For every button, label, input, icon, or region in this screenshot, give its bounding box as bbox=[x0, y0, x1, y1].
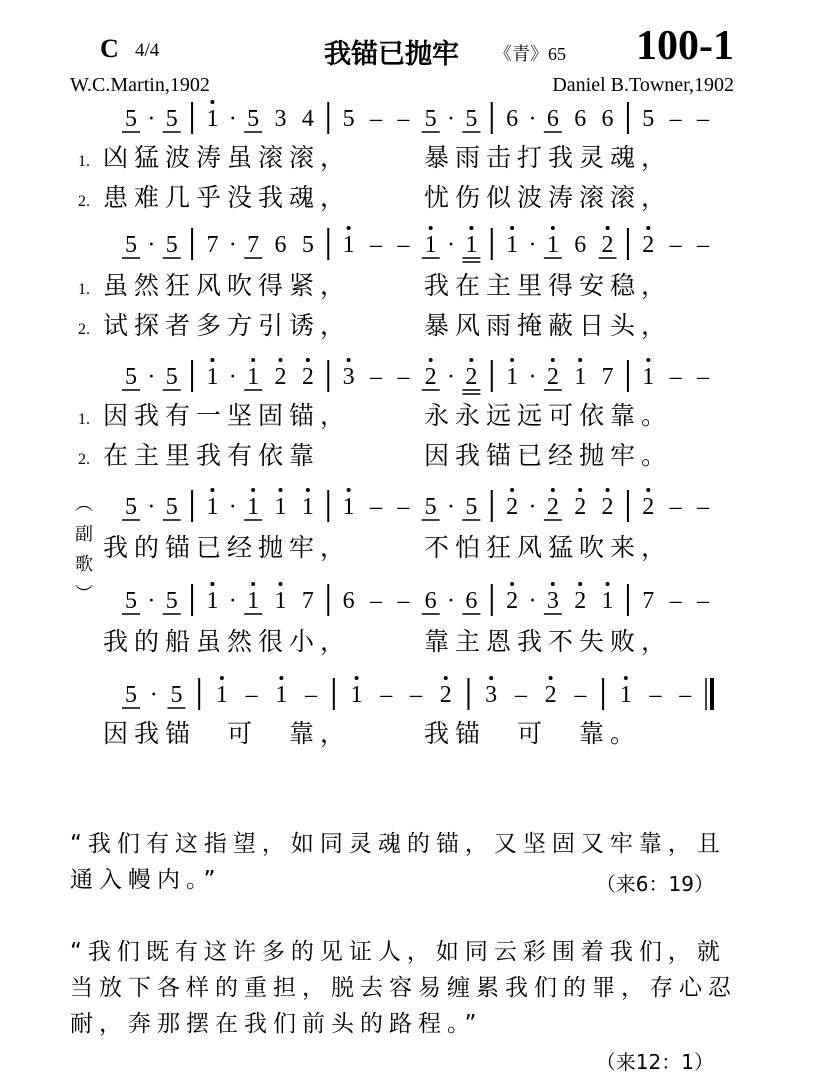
octave-dot bbox=[551, 488, 555, 492]
note: 2 bbox=[642, 494, 655, 520]
octave-dot bbox=[251, 358, 255, 362]
time-signature: 4/4 bbox=[135, 40, 160, 61]
dash-sustain: – bbox=[669, 494, 682, 520]
dot-extension: · bbox=[528, 494, 537, 520]
note: 2 bbox=[465, 364, 478, 390]
note: 5 bbox=[125, 494, 137, 520]
chorus-char: 副 bbox=[75, 524, 93, 545]
chorus-label bbox=[73, 490, 95, 610]
dot-extension: · bbox=[447, 106, 456, 132]
scripture-quote: “我们既有这许多的见证人，如同云彩围着我们，就当放下各样的重担，脱去容易缠累我们的罪，存心忍耐，奔那摆在我们前头的路程。” bbox=[70, 939, 737, 1037]
octave-dot bbox=[510, 488, 514, 492]
dash-sustain: – bbox=[397, 364, 410, 390]
octave-dot bbox=[606, 488, 610, 492]
note: 5 bbox=[170, 682, 183, 708]
composer-credit: Daniel B.Towner,1902 bbox=[552, 74, 734, 96]
dash-sustain: – bbox=[669, 588, 682, 614]
dot-extension: · bbox=[147, 364, 156, 390]
octave-dot bbox=[646, 488, 650, 492]
dash-sustain: – bbox=[669, 232, 682, 258]
note: 5 bbox=[301, 232, 314, 258]
lyric-line: 暴雨击打我灵魂， bbox=[424, 143, 673, 172]
note: 3 bbox=[546, 588, 559, 614]
dash-sustain: – bbox=[369, 364, 382, 390]
octave-dot bbox=[606, 226, 610, 230]
note: 2 bbox=[301, 364, 314, 390]
octave-dot bbox=[606, 582, 610, 586]
note: 5 bbox=[465, 106, 478, 132]
dash-sustain: – bbox=[697, 588, 709, 614]
octave-dot bbox=[279, 488, 283, 492]
note: 1 bbox=[274, 588, 287, 614]
note: 5 bbox=[424, 494, 437, 520]
note: 1 bbox=[465, 232, 478, 258]
dash-sustain: – bbox=[369, 106, 382, 132]
note: 5 bbox=[465, 494, 478, 520]
lyric-line: 暴风雨掩蔽日头， bbox=[424, 311, 673, 340]
note: 1 bbox=[301, 494, 314, 520]
note: 7 bbox=[642, 588, 655, 614]
dot-extension: · bbox=[228, 232, 237, 258]
note: 5 bbox=[125, 588, 137, 614]
note: 2 bbox=[439, 682, 452, 708]
lyric-line: 忧伤似波涛滚滚， bbox=[424, 183, 673, 212]
dash-sustain: – bbox=[397, 588, 410, 614]
note: 1 bbox=[342, 232, 355, 258]
lyric-line: 患难几乎没我魂， bbox=[103, 183, 352, 212]
lyric-line: 因我有一坚固锚， bbox=[103, 401, 352, 430]
note: 1 bbox=[206, 106, 219, 132]
note: 5 bbox=[424, 106, 437, 132]
dash-sustain: – bbox=[369, 232, 382, 258]
dash-sustain: – bbox=[697, 232, 709, 258]
note: 2 bbox=[601, 232, 614, 258]
note: 2 bbox=[574, 494, 587, 520]
note: 5 bbox=[165, 106, 178, 132]
note: 3 bbox=[274, 106, 287, 132]
note: 5 bbox=[125, 682, 137, 708]
note: 1 bbox=[350, 682, 363, 708]
dash-sustain: – bbox=[697, 494, 709, 520]
octave-dot bbox=[510, 226, 514, 230]
verse-number: 2. bbox=[78, 451, 90, 468]
chorus-paren-close: ︶ bbox=[75, 584, 93, 605]
note: 2 bbox=[424, 364, 437, 390]
dash-sustain: – bbox=[397, 106, 410, 132]
note: 2 bbox=[601, 494, 614, 520]
octave-dot bbox=[306, 358, 310, 362]
note: 1 bbox=[206, 494, 219, 520]
note: 2 bbox=[546, 364, 559, 390]
note: 1 bbox=[546, 232, 559, 258]
verse-number: 1. bbox=[78, 281, 90, 298]
octave-dot bbox=[469, 358, 473, 362]
note: 5 bbox=[165, 232, 178, 258]
dot-extension: · bbox=[447, 494, 456, 520]
note: 1 bbox=[424, 232, 437, 258]
dot-extension: · bbox=[149, 682, 158, 708]
note: 5 bbox=[165, 588, 178, 614]
note: 1 bbox=[206, 588, 219, 614]
lyric-line: 试探者多方引诱， bbox=[103, 311, 352, 340]
octave-dot bbox=[220, 676, 224, 680]
note: 2 bbox=[506, 494, 519, 520]
octave-dot bbox=[578, 582, 582, 586]
octave-dot bbox=[429, 358, 433, 362]
hymn-number: 100-1 bbox=[636, 23, 734, 69]
note: 2 bbox=[274, 364, 287, 390]
dash-sustain: – bbox=[369, 588, 382, 614]
lyric-line: 靠主恩我不失败， bbox=[424, 627, 673, 656]
hymn-source: 《青》65 bbox=[494, 44, 566, 64]
dash-sustain: – bbox=[397, 232, 410, 258]
dash-sustain: – bbox=[245, 682, 258, 708]
note: 3 bbox=[485, 682, 498, 708]
octave-dot bbox=[279, 676, 283, 680]
verse-number: 1. bbox=[78, 411, 90, 428]
lyric-line: 我锚 可 靠。 bbox=[424, 719, 642, 748]
lyric-line: 我的船虽然很小， bbox=[103, 627, 352, 656]
octave-dot bbox=[279, 358, 283, 362]
dot-extension: · bbox=[228, 106, 237, 132]
dash-sustain: – bbox=[380, 682, 393, 708]
note: 6 bbox=[342, 588, 355, 614]
dot-extension: · bbox=[447, 232, 456, 258]
octave-dot bbox=[510, 582, 514, 586]
note: 1 bbox=[601, 588, 614, 614]
octave-dot bbox=[444, 676, 448, 680]
verse-number: 1. bbox=[78, 153, 90, 170]
octave-dot bbox=[355, 676, 359, 680]
dash-sustain: – bbox=[679, 682, 692, 708]
note: 4 bbox=[301, 106, 314, 132]
note: 1 bbox=[247, 588, 260, 614]
dot-extension: · bbox=[147, 588, 156, 614]
note: 7 bbox=[247, 232, 260, 258]
octave-dot bbox=[646, 226, 650, 230]
note: 5 bbox=[247, 106, 260, 132]
octave-dot bbox=[347, 358, 351, 362]
note: 2 bbox=[642, 232, 655, 258]
hymn-title: 我锚已抛牢 bbox=[324, 39, 459, 70]
dash-sustain: – bbox=[669, 106, 682, 132]
dash-sustain: – bbox=[397, 494, 410, 520]
lyric-line: 凶猛波涛虽滚滚， bbox=[103, 143, 352, 172]
note: 1 bbox=[275, 682, 288, 708]
octave-dot bbox=[210, 582, 214, 586]
verse-number: 2. bbox=[78, 321, 90, 338]
note: 1 bbox=[274, 494, 287, 520]
scripture-reference: （来6：19） bbox=[595, 872, 714, 896]
note: 6 bbox=[546, 106, 559, 132]
note: 2 bbox=[546, 494, 559, 520]
note: 5 bbox=[125, 232, 137, 258]
octave-dot bbox=[551, 226, 555, 230]
dash-sustain: – bbox=[305, 682, 318, 708]
note: 5 bbox=[642, 106, 655, 132]
octave-dot bbox=[279, 582, 283, 586]
dash-sustain: – bbox=[669, 364, 682, 390]
octave-dot bbox=[551, 582, 555, 586]
octave-dot bbox=[578, 358, 582, 362]
dot-extension: · bbox=[528, 364, 537, 390]
note: 1 bbox=[574, 364, 587, 390]
lyric-line: 因我锚 可 靠， bbox=[103, 719, 352, 748]
verse-number: 2. bbox=[78, 193, 90, 210]
note: 1 bbox=[642, 364, 655, 390]
note: 1 bbox=[342, 494, 355, 520]
octave-dot bbox=[578, 488, 582, 492]
octave-dot bbox=[210, 358, 214, 362]
dash-sustain: – bbox=[649, 682, 662, 708]
note: 1 bbox=[206, 364, 219, 390]
lyric-line: 永永远远可依靠。 bbox=[424, 401, 673, 430]
dash-sustain: – bbox=[697, 364, 709, 390]
lyric-line: 我在主里得安稳， bbox=[424, 271, 673, 300]
octave-dot bbox=[347, 488, 351, 492]
dot-extension: · bbox=[447, 588, 456, 614]
lyric-line: 虽然狂风吹得紧， bbox=[103, 271, 352, 300]
note: 5 bbox=[165, 494, 178, 520]
note: 5 bbox=[165, 364, 178, 390]
scripture-quote: “我们有这指望，如同灵魂的锚，又坚固又牢靠，且通入幔内。” bbox=[70, 831, 726, 893]
key-signature: C bbox=[100, 34, 119, 63]
note: 5 bbox=[342, 106, 355, 132]
note: 6 bbox=[574, 232, 587, 258]
note: 1 bbox=[619, 682, 632, 708]
dot-extension: · bbox=[228, 588, 237, 614]
dot-extension: · bbox=[147, 232, 156, 258]
note: 6 bbox=[601, 106, 614, 132]
octave-dot bbox=[469, 226, 473, 230]
note: 1 bbox=[247, 494, 260, 520]
note: 6 bbox=[424, 588, 437, 614]
octave-dot bbox=[347, 226, 351, 230]
lyric-line: 因我锚已经抛牢。 bbox=[424, 441, 673, 470]
octave-dot bbox=[210, 100, 214, 104]
dot-extension: · bbox=[228, 364, 237, 390]
octave-dot bbox=[251, 582, 255, 586]
chorus-paren-open: ︵ bbox=[75, 494, 93, 515]
dot-extension: · bbox=[447, 364, 456, 390]
dot-extension: · bbox=[528, 106, 537, 132]
octave-dot bbox=[251, 488, 255, 492]
note: 3 bbox=[342, 364, 355, 390]
scripture-reference: （来12：1） bbox=[595, 1050, 714, 1074]
octave-dot bbox=[429, 226, 433, 230]
note: 2 bbox=[544, 682, 557, 708]
note: 1 bbox=[215, 682, 228, 708]
dash-sustain: – bbox=[369, 494, 382, 520]
lyricist-credit: W.C.Martin,1902 bbox=[70, 74, 210, 96]
note: 6 bbox=[274, 232, 287, 258]
dot-extension: · bbox=[528, 588, 537, 614]
note: 7 bbox=[301, 588, 314, 614]
dash-sustain: – bbox=[514, 682, 527, 708]
note: 5 bbox=[125, 106, 137, 132]
dot-extension: · bbox=[228, 494, 237, 520]
note: 1 bbox=[506, 364, 519, 390]
dash-sustain: – bbox=[697, 106, 709, 132]
octave-dot bbox=[624, 676, 628, 680]
dash-sustain: – bbox=[574, 682, 587, 708]
note: 6 bbox=[574, 106, 587, 132]
note: 7 bbox=[206, 232, 219, 258]
dash-sustain: – bbox=[410, 682, 422, 708]
note: 7 bbox=[601, 364, 614, 390]
note: 1 bbox=[506, 232, 519, 258]
octave-dot bbox=[210, 488, 214, 492]
chorus-char: 歌 bbox=[75, 554, 93, 575]
note: 1 bbox=[247, 364, 260, 390]
octave-dot bbox=[510, 358, 514, 362]
note: 6 bbox=[506, 106, 519, 132]
lyric-line: 我的锚已经抛牢， bbox=[103, 533, 352, 562]
lyric-line: 在主里我有依靠 bbox=[103, 441, 321, 470]
dot-extension: · bbox=[147, 106, 156, 132]
lyric-line: 不怕狂风猛吹来， bbox=[424, 533, 673, 562]
note: 6 bbox=[465, 588, 478, 614]
note: 2 bbox=[574, 588, 587, 614]
dot-extension: · bbox=[147, 494, 156, 520]
octave-dot bbox=[551, 358, 555, 362]
note: 5 bbox=[125, 364, 137, 390]
octave-dot bbox=[306, 488, 310, 492]
note: 2 bbox=[506, 588, 519, 614]
octave-dot bbox=[549, 676, 553, 680]
octave-dot bbox=[646, 358, 650, 362]
octave-dot bbox=[489, 676, 493, 680]
dot-extension: · bbox=[528, 232, 537, 258]
